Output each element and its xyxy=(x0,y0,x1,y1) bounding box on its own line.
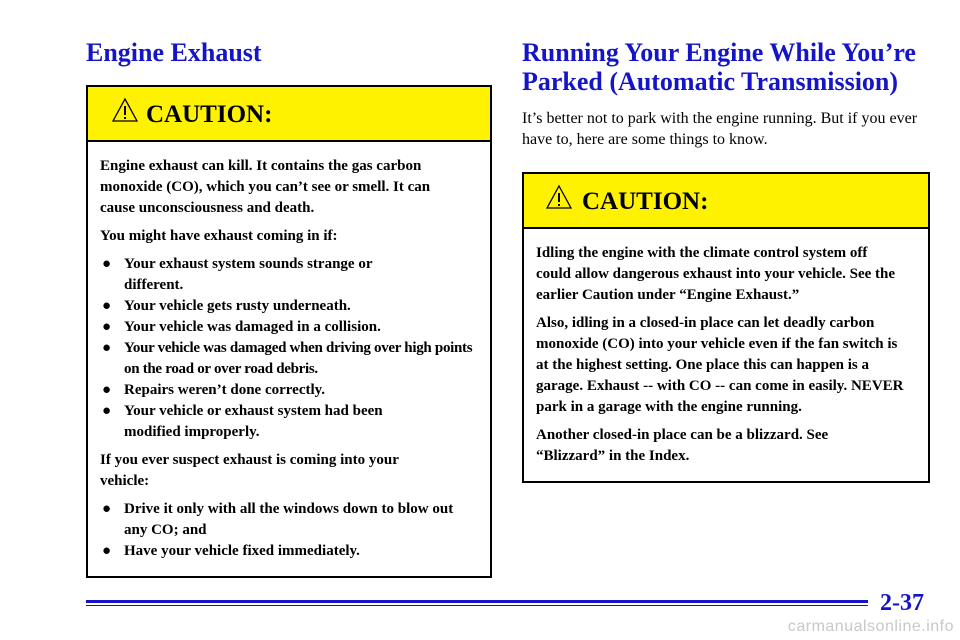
bullet-icon: ● xyxy=(102,382,112,398)
section-heading-running-engine-parked: Running Your Engine While You’re Parked (Automatic Transmission) xyxy=(522,38,916,96)
bullet-icon: ● xyxy=(102,298,112,314)
list-item: ● Drive it only with all the windows down to blow out any CO; and xyxy=(102,501,454,538)
exhaust-actions-list xyxy=(100,499,478,562)
intro-paragraph: It’s better not to park with the engine running. But if you ever have to, here are some things to know. xyxy=(522,110,918,148)
caution-body xyxy=(524,229,928,481)
section-heading-engine-exhaust: Engine Exhaust xyxy=(86,38,262,67)
bullet-icon: ● xyxy=(102,501,112,517)
bullet-icon: ● xyxy=(102,543,112,559)
caution-paragraph: Another closed-in place can be a blizzard. See “Blizzard” in the Index. xyxy=(536,427,829,464)
footer-rule xyxy=(86,600,868,603)
bullet-icon: ● xyxy=(102,403,112,419)
warning-triangle-icon xyxy=(112,97,138,123)
caution-title: CAUTION: xyxy=(582,188,709,215)
list-item: ● Have your vehicle fixed immediately. xyxy=(100,541,478,562)
exhaust-signs-list xyxy=(100,254,478,443)
caution-box-engine-exhaust xyxy=(86,85,492,578)
right-column xyxy=(522,38,930,483)
caution-paragraph: If you ever suspect exhaust is coming into your vehicle: xyxy=(100,452,399,489)
list-item: ● Your vehicle was damaged when driving over high points on the road or over road debris. xyxy=(102,340,473,377)
caution-box-running-engine xyxy=(522,172,930,483)
caution-header xyxy=(524,174,928,229)
bullet-icon: ● xyxy=(102,319,112,335)
warning-triangle-icon xyxy=(546,184,572,210)
caution-title: CAUTION: xyxy=(146,101,273,128)
page-number: 2-37 xyxy=(880,590,924,616)
watermark: carmanualsonline.info xyxy=(787,618,954,635)
caution-paragraph: You might have exhaust coming in if: xyxy=(100,228,338,244)
list-item: ● Your vehicle or exhaust system had been modified improperly. xyxy=(102,403,383,440)
footer-rule-thin xyxy=(86,605,868,606)
bullet-icon: ● xyxy=(102,340,112,356)
list-item: ● Your exhaust system sounds strange or different. xyxy=(102,256,373,293)
caution-paragraph: Engine exhaust can kill. It contains the gas carbon monoxide (CO), which you can’t see or smell. It can cause unconsciousness and death. xyxy=(100,158,431,216)
list-item: ● Repairs weren’t done correctly. xyxy=(100,380,478,401)
left-column xyxy=(86,38,492,578)
caution-body xyxy=(88,142,490,576)
caution-paragraph: Also, idling in a closed-in place can let deadly carbon monoxide (CO) into your vehicle even if the fan switch is at the highest setting. One place this can happen is a garage. Exhaust -- with CO -- can come in easily. NEVER park in a garage with the engine running. xyxy=(536,315,904,415)
caution-header xyxy=(88,87,490,142)
list-item: ● Your vehicle gets rusty underneath. xyxy=(100,296,478,317)
bullet-icon: ● xyxy=(102,256,112,272)
caution-paragraph: Idling the engine with the climate control system off could allow dangerous exhaust into your vehicle. See the earlier Caution under “Engine Exhaust.” xyxy=(536,245,896,303)
list-item: ● Your vehicle was damaged in a collision. xyxy=(100,317,478,338)
